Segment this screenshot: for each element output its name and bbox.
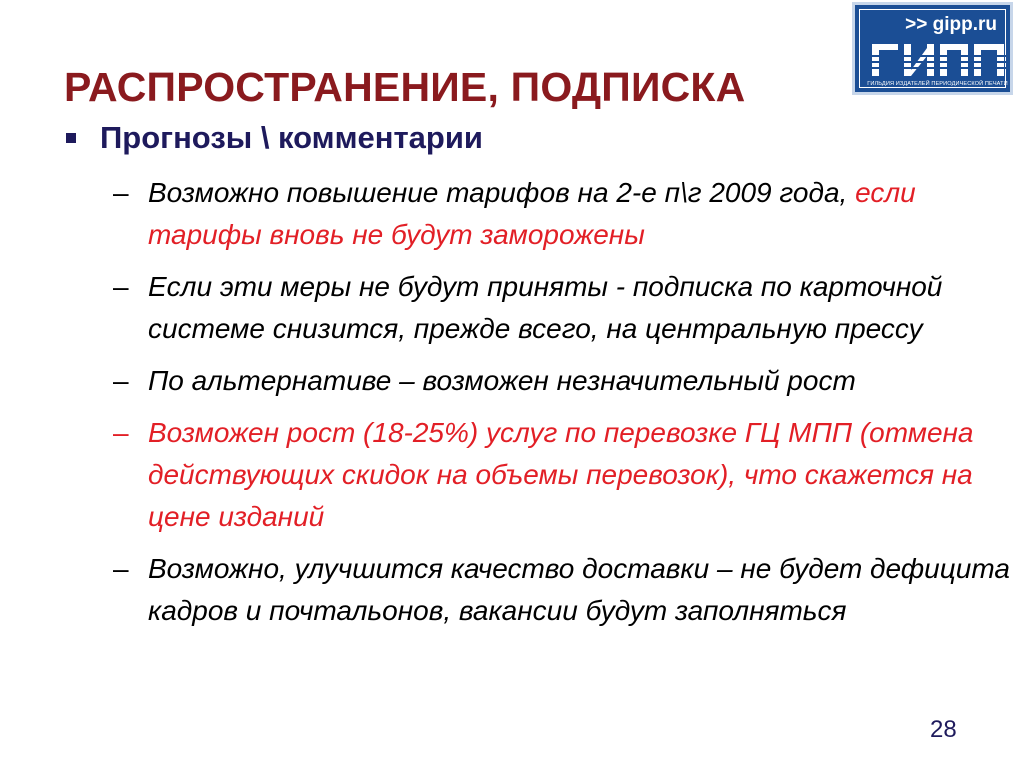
dash-bullet: –	[113, 417, 129, 448]
list-item-text: Возможно, улучшится качество доставки – не будет дефицита кадров и почтальонов, вакансии будут заполняться	[148, 553, 1010, 626]
list-item-highlight: если тарифы вновь не будут заморожены	[148, 177, 916, 250]
section-heading-text: Прогнозы \ комментарии	[100, 120, 483, 155]
list-item-text: Если эти меры не будут приняты - подписка по карточной системе снизится, прежде всего, на центральную прессу	[148, 271, 943, 344]
gipp-logo[interactable]	[852, 2, 1013, 95]
list-item	[113, 266, 1018, 350]
list-item-highlighted	[113, 412, 1018, 538]
logo-frame	[859, 9, 1006, 88]
dash-bullet: –	[113, 553, 129, 584]
forecast-list	[113, 172, 1018, 642]
logo-site-link[interactable]: >> gipp.ru	[905, 14, 997, 35]
section-heading	[66, 120, 766, 164]
logo-organization-name: ГИЛЬДИЯ ИЗДАТЕЛЕЙ ПЕРИОДИЧЕСКОЙ ПЕЧАТИ	[867, 81, 1008, 87]
slide-title: РАСПРОСТРАНЕНИЕ, ПОДПИСКА	[64, 64, 746, 110]
list-item-text: Возможно повышение тарифов на 2-е п\г 2009 года,	[148, 177, 848, 208]
list-item-text: Возможен рост (18-25%) услуг по перевозке ГЦ МПП (отмена действующих скидок на объемы перевозок), что скажется на цене изданий	[148, 417, 974, 532]
dash-bullet: –	[113, 177, 129, 208]
dash-bullet: –	[113, 365, 129, 396]
list-item	[113, 172, 1018, 256]
page-number: 28	[930, 716, 957, 743]
list-item	[113, 548, 1018, 632]
list-item	[113, 360, 1018, 402]
gipp-mark-icon	[870, 40, 1007, 78]
dash-bullet: –	[113, 271, 129, 302]
list-item-text: По альтернативе – возможен незначительный рост	[148, 365, 856, 396]
square-bullet-icon	[66, 133, 76, 143]
